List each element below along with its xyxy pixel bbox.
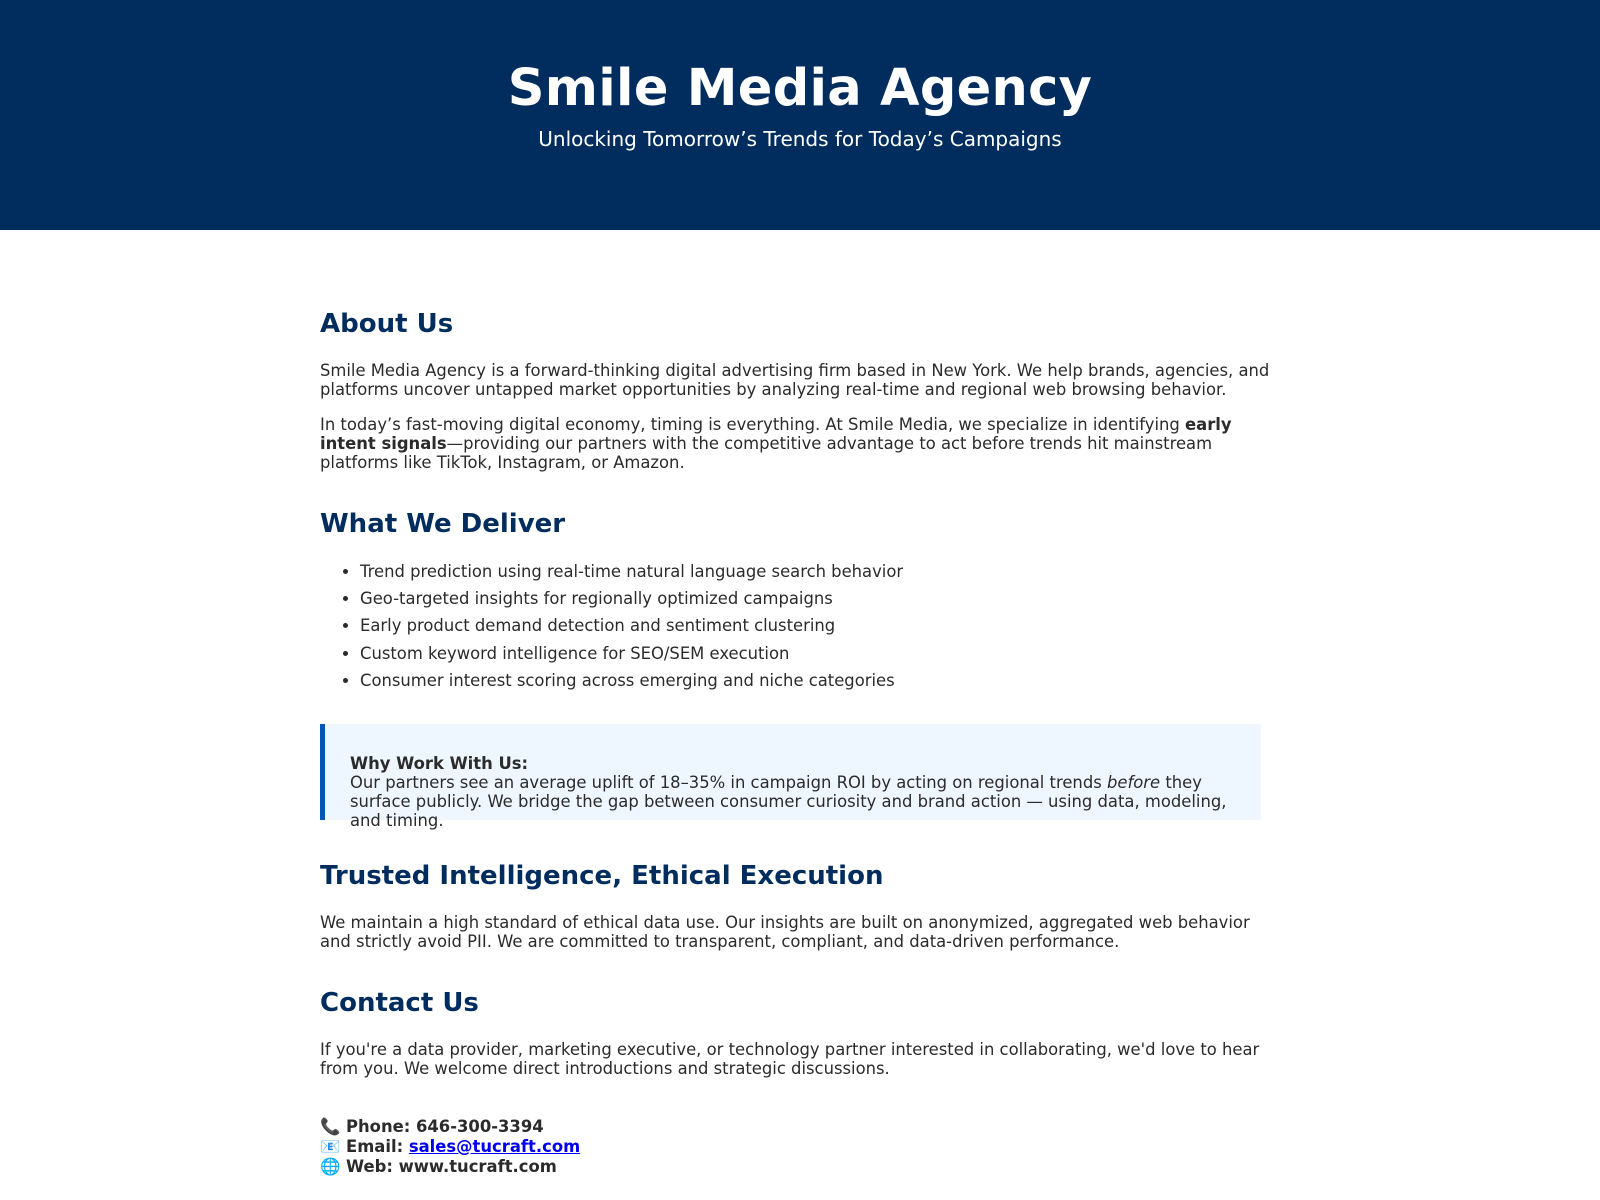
site-title: Smile Media Agency [507,59,1093,118]
callout-text-end: they surface publicly. We bridge the gap between consumer curiosity and brand action — using data, modeling, and timing. [350,773,1227,830]
email-label: Email: [346,1137,409,1156]
callout-title: Why Work With Us: [350,754,529,773]
early-intent-signals: early intent signals [320,415,1232,453]
contact-heading: Contact Us [320,988,479,1018]
about-heading: About Us [320,309,454,339]
deliver-list [320,562,1280,698]
globe-icon: 🌐 [320,1157,341,1176]
about-paragraph-1: Smile Media Agency is a forward-thinking digital advertising firm based in New York. We help brands, agencies, and platforms uncover untapped market opportunities by analyzing real-time and regional web browsing behavior. [320,361,1270,399]
about-paragraph-2-start: In today’s fast-moving digital economy, timing is everything. At Smile Media, we specialize in identifying [320,415,1186,434]
deliver-heading: What We Deliver [320,509,566,539]
ethics-paragraph: We maintain a high standard of ethical data use. Our insights are built on anonymized, aggregated web behavior and strictly avoid PII. We are committed to transparent, compliant, and data-driven performance. [320,913,1250,951]
callout-body [350,754,1250,830]
ethics-heading: Trusted Intelligence, Ethical Execution [320,861,884,891]
email-link[interactable]: sales@tucraft.com [408,1137,581,1156]
contact-details [320,1117,580,1177]
callout-text-start: Our partners see an average uplift of 18–35% in campaign ROI by acting on regional trends [350,773,1107,792]
web-line [320,1157,580,1177]
about-paragraph-2 [320,415,1280,472]
list-item: • Early product demand detection and sentiment clustering [360,616,1280,635]
list-item: • Custom keyword intelligence for SEO/SEM execution [360,644,1280,663]
site-tagline: Unlocking Tomorrow’s Trends for Today’s Campaigns [538,127,1062,151]
about-paragraph-2-end: —providing our partners with the competitive advantage to act before trends hit mainstream platforms like TikTok, Instagram, or Amazon. [320,434,1213,472]
why-work-with-us-callout [320,724,1261,830]
contact-paragraph: If you're a data provider, marketing executive, or technology partner interested in collaborating, we'd love to hear from you. We welcome direct introductions and strategic discussions. [320,1040,1260,1078]
list-item: • Geo-targeted insights for regionally optimized campaigns [360,589,1280,608]
phone-icon: 📞 [320,1117,341,1136]
site-header [0,0,1600,230]
email-icon: 📧 [320,1137,341,1156]
phone-text: Phone: 646-300-3394 [346,1117,544,1136]
list-item: • Trend prediction using real-time natural language search behavior [360,562,1280,581]
phone-line [320,1117,580,1137]
list-item: • Consumer interest scoring across emerging and niche categories [360,671,1280,690]
web-text: Web: www.tucraft.com [346,1157,557,1176]
email-line [320,1137,580,1157]
callout-emphasis: before [1106,773,1161,792]
